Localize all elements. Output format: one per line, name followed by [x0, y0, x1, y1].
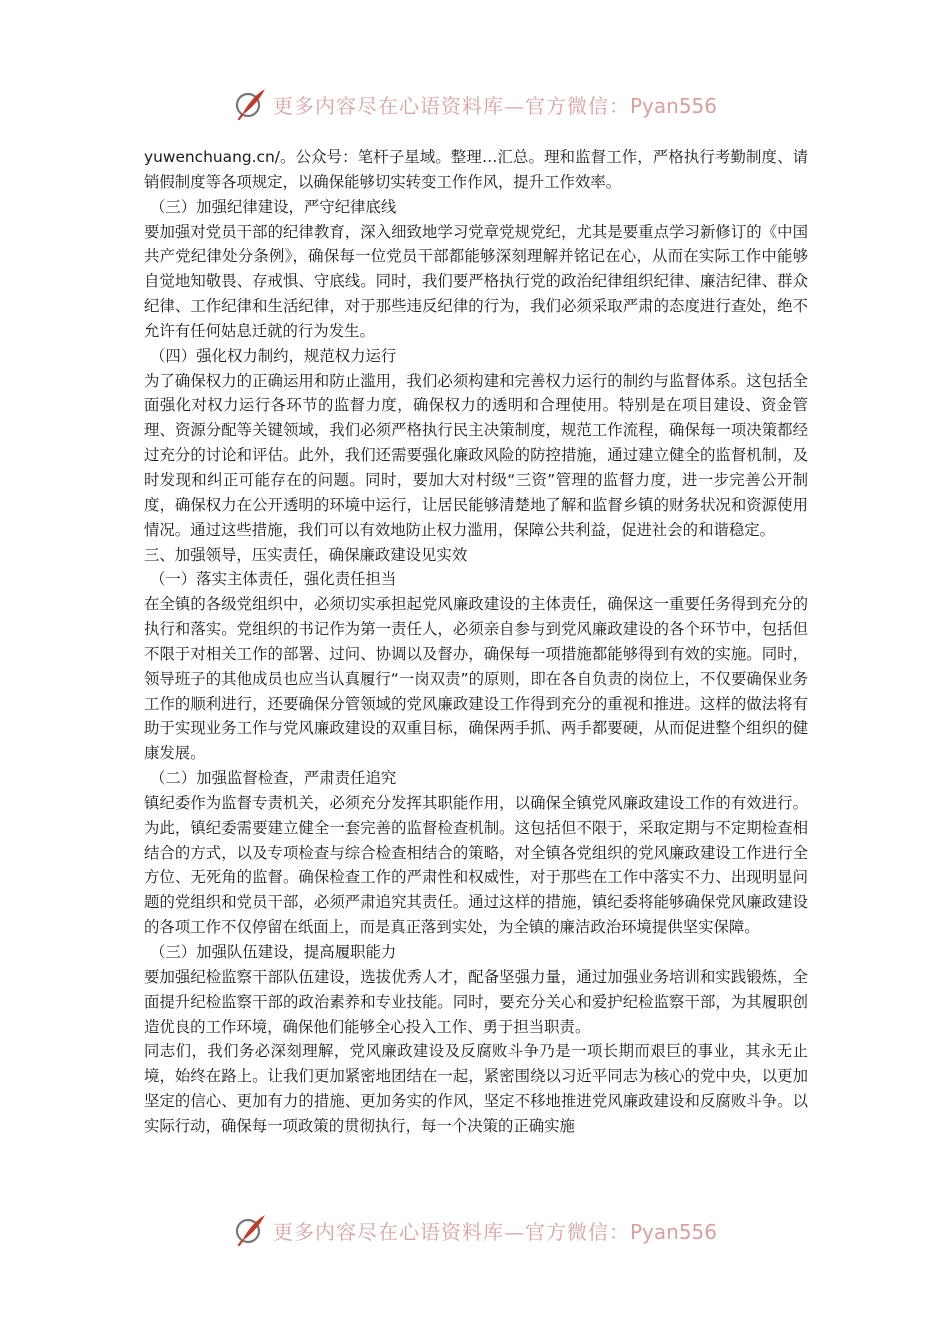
section-heading: （一）落实主体责任，强化责任担当 — [150, 570, 397, 589]
quill-pen-logo-icon — [233, 87, 267, 121]
section-heading: （二）加强监督检查，严肃责任追究 — [150, 769, 397, 788]
paragraph: 要加强纪检监察干部队伍建设，选拔优秀人才，配备坚强力量，通过加强业务培训和实践锻炼，全面提升纪检监察干部的政治素养和专业技能。同时，要充分关心和爱护纪检监察干部，为其履职创造优良的工作环境，确保他们能够全心投入工作、勇于担当职责。 — [144, 967, 808, 1036]
paragraph: 在全镇的各级党组织中，必须切实承担起党风廉政建设的主体责任，确保这一重要任务得到充分的执行和落实。党组织的书记作为第一责任人，必须亲自参与到党风廉政建设的各个环节中，包括但不限于对相关工作的部署、过问、协调以及督办，确保每一项措施都能够得到有效的实施。同时，领导班子的其他成员也应当认真履行“一岗双责”的原则，即在各自负责的岗位上，不仅要确保业务工作的顺利进行，还要确保分管领域的党风廉政建设工作得到充分的重视和推进。这样的做法将有助于实现业务工作与党风廉政建设的双重目标，确保两手抓、两手都要硬，从而促进整个组织的健康发展。 — [144, 595, 808, 763]
header-banner — [0, 84, 950, 124]
paragraph: 为了确保权力的正确运用和防止滥用，我们必须构建和完善权力运行的制约与监督体系。这包括全面强化对权力运行各环节的监督力度，确保权力的透明和合理使用。特别是在项目建设、资金管理、资源分配等关键领域，我们必须严格执行民主决策制度，规范工作流程，确保每一项决策都经过充分的讨论和评估。此外，我们还需要强化廉政风险的防控措施，通过建立健全的监督机制，及时发现和纠正可能存在的问题。同时，要加大对村级“三资”管理的监督力度，进一步完善公开制度，确保权力在公开透明的环境中运行，让居民能够清楚地了解和监督乡镇的财务状况和资源使用情况。通过这些措施，我们可以有效地防止权力滥用，保障公共利益，促进社会的和谐稳定。 — [144, 371, 808, 539]
banner-text: 更多内容尽在心语资料库—官方微信：Pyan556 — [272, 1219, 717, 1244]
paragraph: yuwenchuang.cn/。公众号：笔杆子星域。整理…汇总。理和监督工作，严格执行考勤制度、请销假制度等各项规定，以确保能够切实转变工作作风，提升工作效率。 — [144, 148, 808, 191]
section-heading: （四）强化权力制约，规范权力运行 — [150, 346, 397, 365]
section-heading: （三）加强纪律建设，严守纪律底线 — [150, 197, 397, 216]
paragraph: 镇纪委作为监督专责机关，必须充分发挥其职能作用，以确保全镇党风廉政建设工作的有效进行。为此，镇纪委需要建立健全一套完善的监督检查机制。这包括但不限于，采取定期与不定期检查相结合的方式，以及专项检查与综合检查相结合的策略，对全镇各党组织的党风廉政建设工作进行全方位、无死角的监督。确保检查工作的严肃性和权威性，对于那些在工作中落实不力、出现明显问题的党组织和党员干部，必须严肃追究其责任。通过这样的措施，镇纪委将能够确保党风廉政建设的各项工作不仅停留在纸面上，而是真正落到实处，为全镇的廉洁政治环境提供坚实保障。 — [144, 793, 808, 937]
banner-text: 更多内容尽在心语资料库—官方微信：Pyan556 — [272, 93, 717, 118]
section-heading: （三）加强队伍建设，提高履职能力 — [150, 943, 397, 961]
paragraph: 要加强对党员干部的纪律教育，深入细致地学习党章党规党纪，尤其是要重点学习新修订的《中国共产党纪律处分条例》，确保每一位党员干部都能够深刻理解并铭记在心，从而在实际工作中能够自觉地知敬畏、存戒惧、守底线。同时，我们要严格执行党的政治纪律组织纪律、廉洁纪律、群众纪律、工作纪律和生活纪律，对于那些违反纪律的行为，我们必须采取严肃的态度进行查处，绝不允许有任何姑息迁就的行为发生。 — [144, 222, 808, 340]
wechat-id: Pyan556 — [629, 1219, 717, 1244]
quill-pen-logo-icon — [233, 1213, 267, 1247]
chapter-heading: 三、加强领导，压实责任，确保廉政建设见实效 — [144, 545, 468, 564]
footer-banner — [0, 1210, 950, 1250]
paragraph: 同志们，我们务必深刻理解，党风廉政建设及反腐败斗争乃是一项长期而艰巨的事业，其永无止境，始终在路上。让我们更加紧密地团结在一起，紧密围绕以习近平同志为核心的党中央，以更加坚定的信心、更加有力的措施、更加务实的作风，坚定不移地推进党风廉政建设和反腐败斗争。以实际行动，确保每一项政策的贯彻执行，每一个决策的正确实施 — [144, 1042, 808, 1135]
document-body — [144, 145, 808, 1139]
wechat-id: Pyan556 — [629, 93, 717, 118]
